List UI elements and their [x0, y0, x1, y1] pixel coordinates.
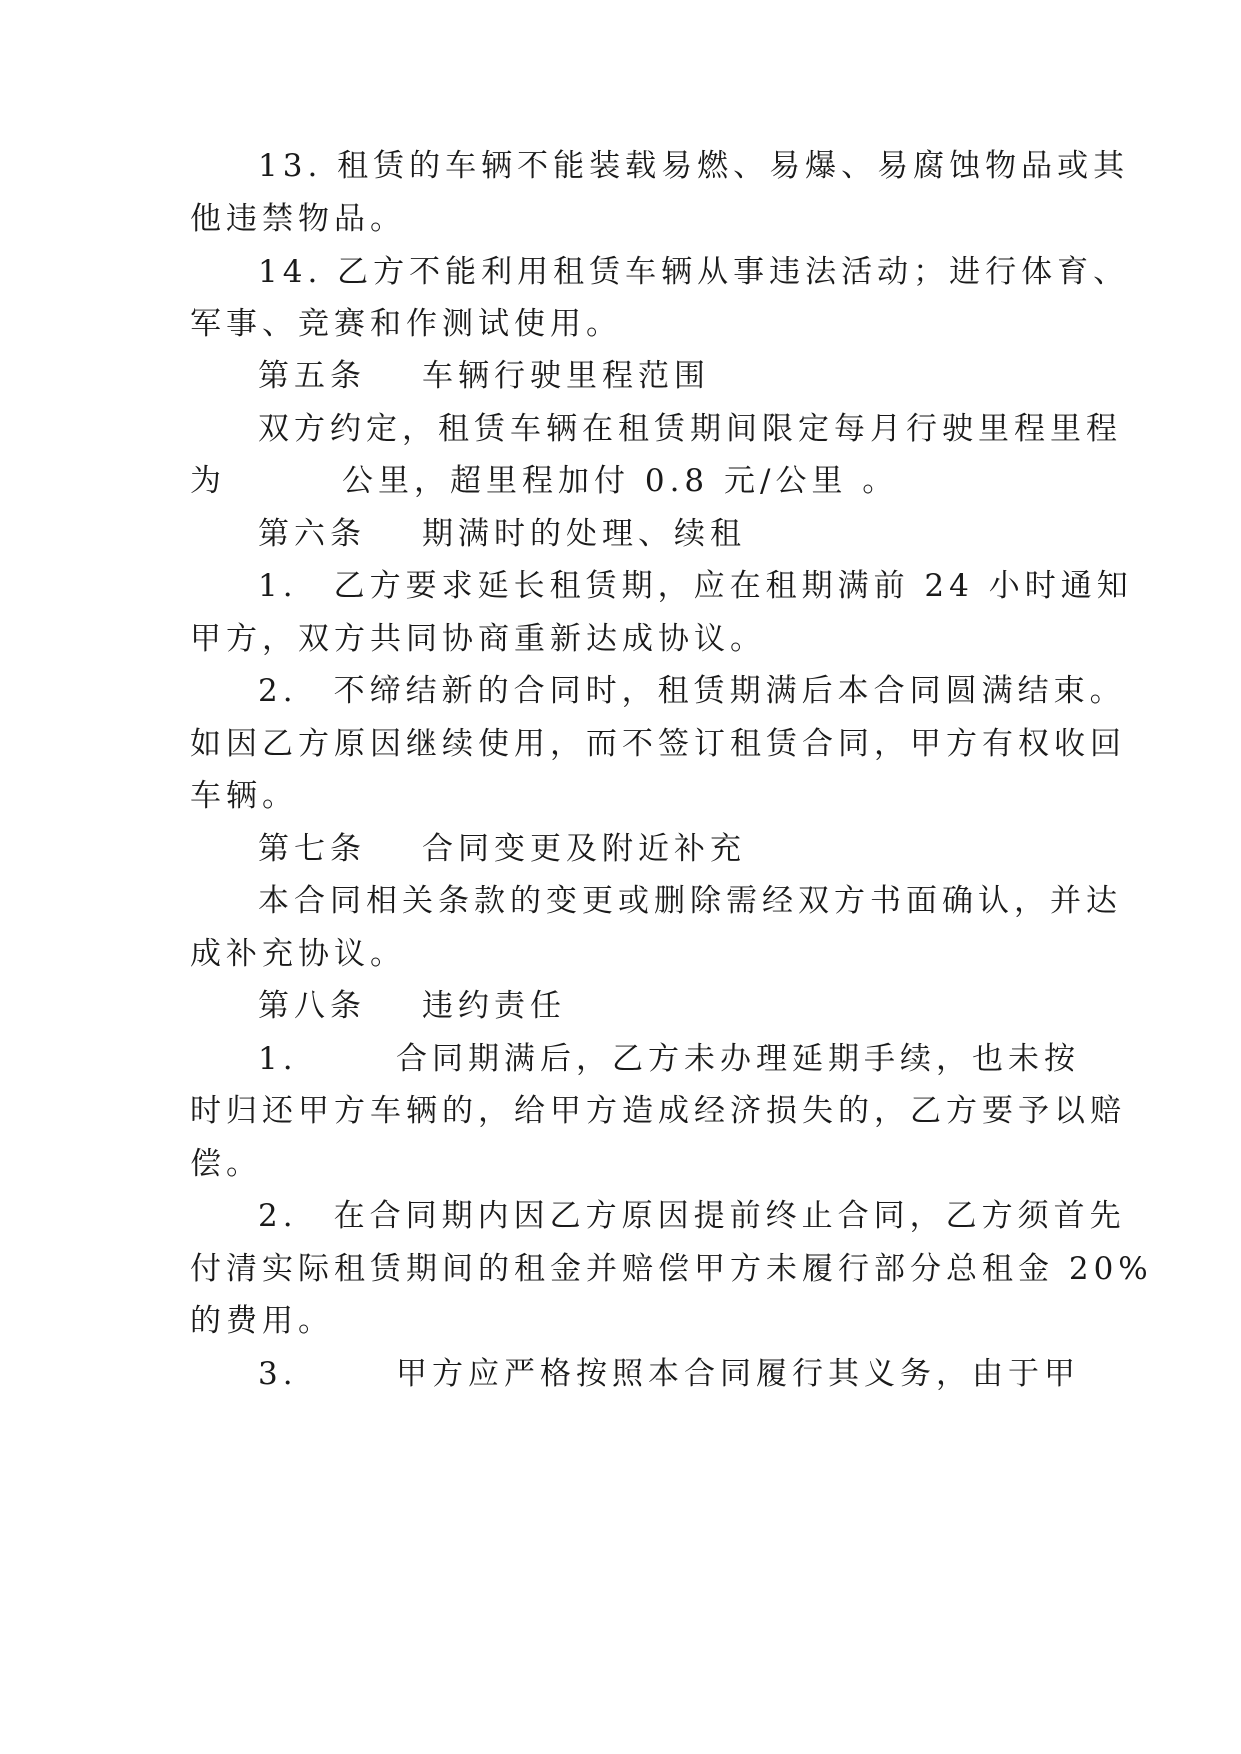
- article-7-heading: [258, 829, 1138, 869]
- article-6-item-2-line-1: 2. 不缔结新的合同时，租赁期满后本合同圆满结束。: [258, 673, 1126, 709]
- article-5-line-2: [190, 461, 1070, 501]
- article-8-item-2-line-1: 2. 在合同期内因乙方原因提前终止合同，乙方须首先: [258, 1198, 1126, 1234]
- article-7-title: 合同变更及附近补充: [422, 831, 746, 867]
- article-7-label: 第七条: [258, 831, 366, 867]
- article-8-label: 第八条: [258, 988, 366, 1024]
- article-8-item-1-line-2: 时归还甲方车辆的，给甲方造成经济损失的，乙方要予以赔: [190, 1093, 1126, 1129]
- article-6-heading: [258, 514, 1138, 554]
- article-8-item-2-line-2: 付清实际租赁期间的租金并赔偿甲方未履行部分总租金 20%: [190, 1251, 1153, 1287]
- mileage-prefix: 为: [190, 463, 226, 499]
- article-8-item-3-line-1: [258, 1354, 1138, 1394]
- article-8-item-3-text: 甲方应严格按照本合同履行其义务，由于甲: [396, 1356, 1080, 1392]
- article-8-item-1-text: 合同期满后，乙方未办理延期手续，也未按: [396, 1041, 1080, 1077]
- article-8-item-3-number: 3.: [258, 1356, 298, 1392]
- article-6-item-2-line-2: 如因乙方原因继续使用，而不签订租赁合同，甲方有权收回: [190, 726, 1126, 762]
- article-6-item-1-line-2: 甲方，双方共同协商重新达成协议。: [190, 621, 766, 657]
- article-8-heading: [258, 986, 1138, 1026]
- article-6-label: 第六条: [258, 516, 366, 552]
- article-5-title: 车辆行驶里程范围: [422, 358, 710, 394]
- article-7-line-1: 本合同相关条款的变更或删除需经双方书面确认，并达: [258, 883, 1122, 919]
- clause-13-line-1: 13. 租赁的车辆不能装载易燃、易爆、易腐蚀物品或其: [258, 148, 1130, 184]
- article-8-item-1-line-1: [258, 1039, 1138, 1079]
- article-6-title: 期满时的处理、续租: [422, 516, 746, 552]
- clause-14-line-2: 军事、竞赛和作测试使用。: [190, 306, 622, 342]
- clause-13-line-2: 他违禁物品。: [190, 201, 406, 237]
- article-8-item-1-line-3: 偿。: [190, 1146, 262, 1182]
- article-6-item-1-line-1: 1. 乙方要求延长租赁期，应在租期满前 24 小时通知: [258, 568, 1133, 604]
- article-6-item-2-line-3: 车辆。: [190, 778, 298, 814]
- article-5-heading: [258, 356, 1138, 396]
- clause-14-line-1: 14. 乙方不能利用租赁车辆从事违法活动；进行体育、: [258, 254, 1130, 290]
- mileage-text: 公里，超里程加付 0.8 元/公里 。: [342, 463, 899, 499]
- article-5-line-1: 双方约定，租赁车辆在租赁期间限定每月行驶里程里程: [258, 411, 1122, 447]
- article-7-line-2: 成补充协议。: [190, 936, 406, 972]
- article-8-item-2-line-3: 的费用。: [190, 1303, 334, 1339]
- article-5-label: 第五条: [258, 358, 366, 394]
- article-8-item-1-number: 1.: [258, 1041, 298, 1077]
- article-8-title: 违约责任: [422, 988, 566, 1024]
